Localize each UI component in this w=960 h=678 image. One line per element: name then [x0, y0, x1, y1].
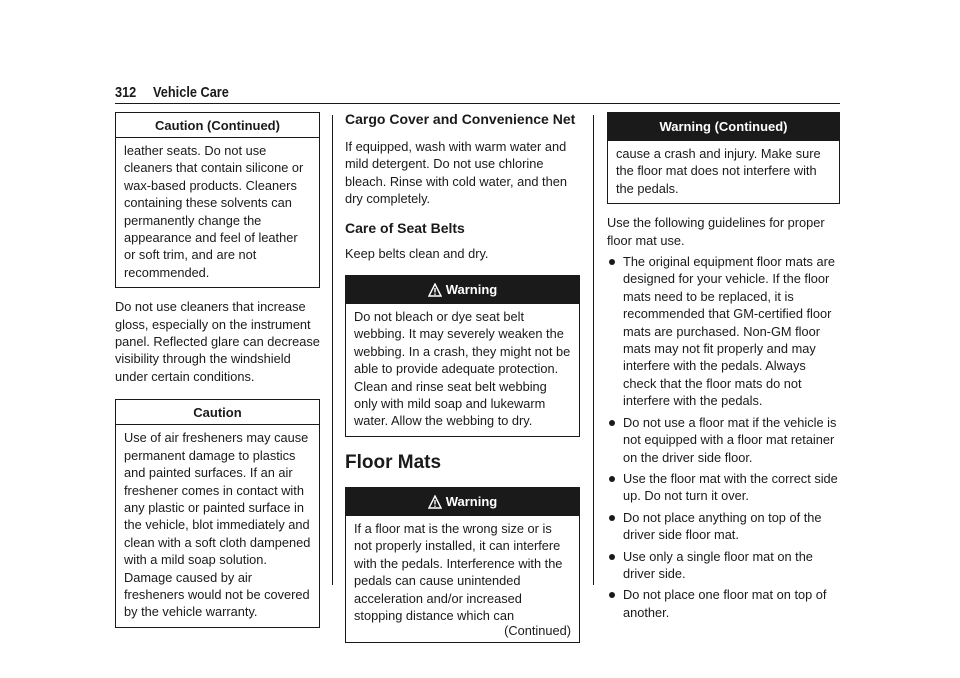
warning-title-floormat-text: Warning: [445, 493, 498, 509]
header-rule: [115, 103, 840, 104]
column-2: [345, 110, 580, 643]
guidelines-list: [607, 253, 840, 621]
continued-label: (Continued): [504, 623, 571, 639]
warning-text-seatbelt: Do not bleach or dye seat belt webbing. It may severely weaken the webbing. In a crash, they might not be able to provide adequate protection. Clean and rinse seat belt webbing only with mild soap and lukewarm water. Allow the webbing to dry.: [354, 309, 571, 429]
list-item: Do not use a floor mat if the vehicle is not equipped with a floor mat retainer on the driver side floor.: [607, 414, 840, 466]
column-divider-2: [593, 115, 594, 585]
list-item: Use the floor mat with the correct side up. Do not turn it over.: [607, 470, 840, 505]
caution-continued-title: Caution (Continued): [116, 113, 319, 138]
section-title: Vehicle Care: [153, 84, 229, 101]
warning-title-seatbelt-text: Warning: [445, 282, 498, 298]
warning-text-floormat: [346, 516, 579, 642]
column-divider-1: [332, 115, 333, 585]
seatbelts-heading: Care of Seat Belts: [345, 219, 465, 236]
warning-floormat-body: If a floor mat is the wrong size or is not properly installed, it can interfere with the pedals. Interference with the pedals can cause unintended acceleration and/or increased stopping distance which can: [354, 520, 563, 623]
list-item: Use only a single floor mat on the driver side.: [607, 548, 840, 583]
warning-title-floormat: [346, 488, 579, 516]
list-item: Do not place one floor mat on top of another.: [607, 586, 840, 621]
caution-continued-text: leather seats. Do not use cleaners that contain silicone or wax-based products. Cleaners containing these solvents can permanently change the appearance and feel of leather or soft trim, and are not recommended.: [124, 143, 304, 280]
warning-continued-text: cause a crash and injury. Make sure the floor mat does not interfere with the pedals.: [616, 146, 821, 196]
warning-title-seatbelt: [346, 276, 579, 304]
list-item: The original equipment floor mats are designed for your vehicle. If the floor mats need to be replaced, it is recommended that GM-certified floor mats are purchased. Non-GM floor mats may not fit properly and may interfere with the pedals. Always check that the floor mats do not interfere with the pedals.: [607, 253, 840, 410]
warning-icon: [428, 495, 442, 509]
caution-title: Caution: [116, 400, 319, 425]
column-1: [115, 112, 320, 628]
seatbelts-text: Keep belts clean and dry.: [345, 245, 489, 261]
column-3: [607, 112, 840, 621]
warning-box-floormat: [345, 487, 580, 643]
caution-text: Use of air fresheners may cause permanent damage to plastics and painted surfaces. If an air freshener comes in contact with any plastic or painted surface in the vehicle, blot immediately and clean with a soft cloth dampened with a mild soap solution. Damage caused by air fresheners would not be covered by the vehicle warranty.: [124, 430, 311, 620]
caution-box: [115, 399, 320, 627]
list-item: Do not place anything on top of the driver side floor mat.: [607, 509, 840, 544]
warning-continued-box: [607, 112, 840, 204]
page-header: [115, 84, 840, 104]
cargo-heading: Cargo Cover and Convenience Net: [345, 111, 576, 127]
gloss-paragraph: Do not use cleaners that increase gloss, especially on the instrument panel. Reflected glare can decrease visibility through the windshield under certain conditions.: [115, 299, 320, 384]
caution-continued-box: [115, 112, 320, 288]
cargo-text: If equipped, wash with warm water and mild detergent. Do not use chlorine bleach. Rinse with cold water, and then dry completely.: [345, 139, 567, 207]
warning-box-seatbelt: [345, 275, 580, 437]
warning-continued-title: Warning (Continued): [608, 113, 839, 141]
warning-icon: [428, 283, 442, 297]
guidelines-intro: Use the following guidelines for proper floor mat use.: [607, 215, 825, 248]
page-number: 312: [115, 84, 137, 101]
floor-mats-heading: Floor Mats: [345, 451, 442, 473]
